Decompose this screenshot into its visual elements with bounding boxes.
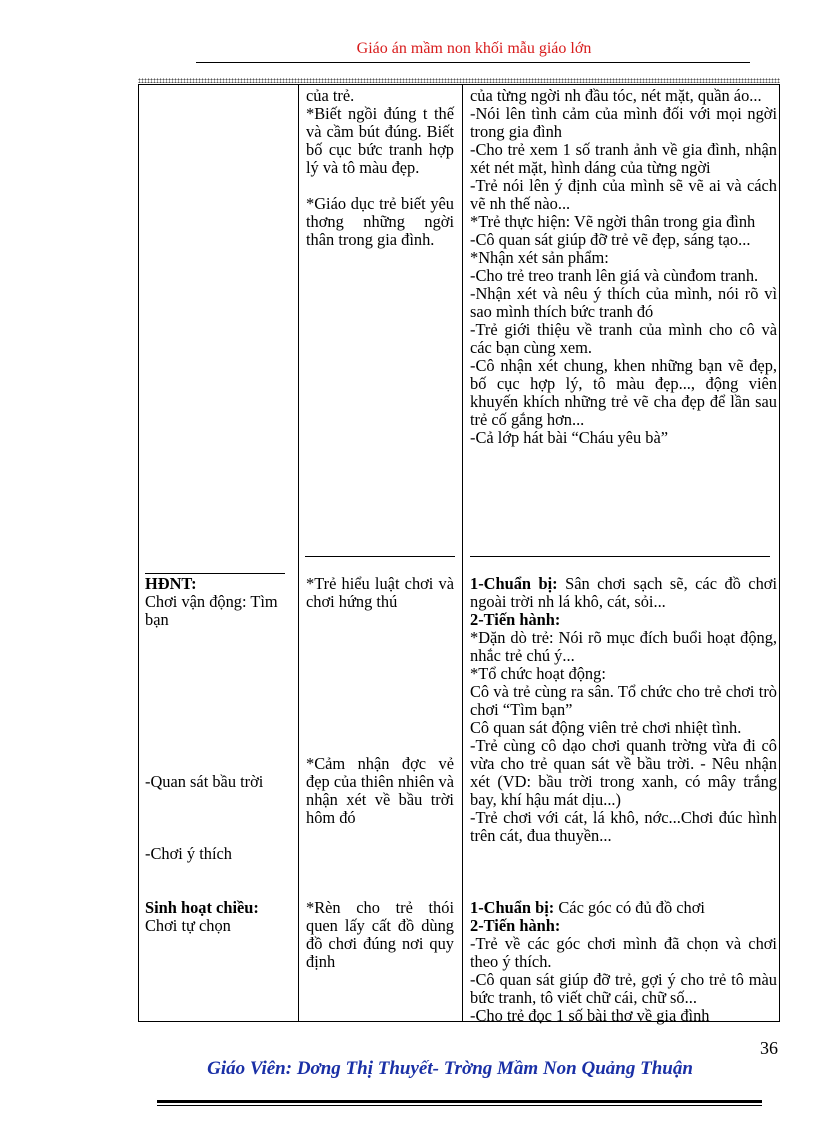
afternoon-activity: Chơi tự chọn <box>145 916 231 935</box>
heading-rule <box>145 573 285 574</box>
dotted-rule <box>138 78 780 83</box>
hdnt-step: *Dặn dò trẻ: Nói rõ mục đích buổi hoạt động, nhắc trẻ chú ý... <box>470 628 777 665</box>
cont-step: -Nhận xét và nêu ý thích của mình, nói rõ vì sao mình thích bức tranh đó <box>470 284 777 321</box>
hdnt-proc-label: 2-Tiến hành: <box>470 610 561 629</box>
lesson-table <box>138 84 780 1025</box>
afternoon-step: -Cô quan sát giúp đỡ trẻ, gợi ý cho trẻ tô màu bức tranh, tô viết chữ cái, chữ số... <box>470 970 777 1007</box>
afternoon-heading: Sinh hoạt chiều: <box>145 898 259 917</box>
hdnt-step: Cô quan sát động viên trẻ chơi nhiệt tình. <box>470 718 742 737</box>
hdnt-procedure-cell <box>470 575 777 845</box>
hdnt-activity-2: -Quan sát bầu trời <box>145 772 264 791</box>
cont-goal-line: của trẻ. <box>306 86 355 105</box>
hdnt-activity-cell <box>145 575 291 629</box>
afternoon-step: -Cho trẻ đọc 1 số bài thơ về gia đình <box>470 1006 710 1025</box>
hdnt-activity-3: -Chơi ý thích <box>145 844 232 863</box>
page-header-title: Giáo án mầm non khối mẫu giáo lớn <box>356 40 592 57</box>
cont-procedure-cell <box>470 87 777 447</box>
hdnt-prep-label: 1-Chuẩn bị: <box>470 574 558 593</box>
page-number: 36 <box>760 1038 778 1058</box>
cont-step: -Cả lớp hát bài “Cháu yêu bà” <box>470 428 669 447</box>
hdnt-activity-1: Chơi vận động: Tìm bạn <box>145 592 278 629</box>
footer-rule-thick <box>157 1100 762 1103</box>
header-rule <box>196 62 750 63</box>
hdnt-heading: HĐNT: <box>145 574 197 593</box>
afternoon-prep-text: Các góc có đủ đồ chơi <box>554 898 705 917</box>
cont-step: -Cô quan sát giúp đỡ trẻ vẽ đẹp, sáng tạo... <box>470 230 751 249</box>
cont-step: *Nhận xét sản phẩm: <box>470 248 609 267</box>
afternoon-step: -Trẻ về các góc chơi mình đã chọn và chơi theo ý thích. <box>470 934 777 971</box>
cont-step: -Nói lên tình cảm của mình đối với mọi ngời trong gia đình <box>470 104 777 141</box>
cell-separator <box>305 556 455 557</box>
hdnt-goal-1: *Trẻ hiểu luật chơi và chơi hứng thú <box>306 574 454 611</box>
hdnt-step: Cô và trẻ cùng ra sân. Tổ chức cho trẻ chơi trò chơi “Tìm bạn” <box>470 682 777 719</box>
cont-step: -Trẻ giới thiệu về tranh của mình cho cô và các bạn cùng xem. <box>470 320 777 357</box>
hdnt-prep-text: Sân chơi sạch sẽ, các đồ chơi ngoài trời nh lá khô, cát, sỏi... <box>470 574 777 611</box>
cont-step: của từng ngời nh đầu tóc, nét mặt, quần áo... <box>470 86 762 105</box>
column-divider <box>298 85 299 1021</box>
footer-teacher-school: Giáo Viên: Dơng Thị Thuyết- Trờng Mầm Non Quảng Thuận <box>207 1058 693 1079</box>
afternoon-activity-cell <box>145 899 291 935</box>
afternoon-proc-label: 2-Tiến hành: <box>470 916 561 935</box>
cont-step: -Cho trẻ xem 1 số tranh ảnh về gia đình, nhận xét nét mặt, hình dáng của từng ngời <box>470 140 777 177</box>
afternoon-procedure-cell <box>470 899 777 1025</box>
cont-step: *Trẻ thực hiện: Vẽ ngời thân trong gia đình <box>470 212 756 231</box>
column-divider <box>462 85 463 1021</box>
hdnt-step: -Trẻ cùng cô dạo chơi quanh trờng vừa đi cô vừa cho trẻ quan sát về bầu trời. - Nêu nhận xét (VD: bầu trời trong xanh, có mây trắng bay, khí hậu mát dịu...) <box>470 736 777 809</box>
hdnt-goal-2: *Cảm nhận đợc vẻ đẹp của thiên nhiên và nhận xét về bầu trời hôm đó <box>306 754 454 827</box>
afternoon-prep-label: 1-Chuẩn bị: <box>470 898 555 917</box>
cont-step: -Cô nhận xét chung, khen những bạn vẽ đẹp, bố cục hợp lý, tô màu đẹp..., động viên khuyến khích những trẻ vẽ cha đẹp để lần sau trẻ cố gắng hơn... <box>470 356 777 429</box>
cont-goal-line: *Giáo dục trẻ biết yêu thơng những ngời thân trong gia đình. <box>306 194 454 249</box>
hdnt-step: *Tổ chức hoạt động: <box>470 664 606 683</box>
cell-separator <box>470 556 770 557</box>
cont-goal-line: *Biết ngồi đúng t thế và cầm bút đúng. Biết bố cục bức tranh hợp lý và tô màu đẹp. <box>306 104 454 177</box>
cont-goals-cell <box>306 87 454 249</box>
afternoon-goal: *Rèn cho trẻ thói quen lấy cất đồ dùng đồ chơi đúng nơi quy định <box>306 898 454 971</box>
cont-step: -Cho trẻ treo tranh lên giá và cùnđom tranh. <box>470 266 759 285</box>
footer-rule-thin <box>157 1105 762 1106</box>
cont-step: -Trẻ nói lên ý định của mình sẽ vẽ ai và cách vẽ nh thế nào... <box>470 176 777 213</box>
hdnt-step: -Trẻ chơi với cát, lá khô, nớc...Chơi đúc hình trên cát, đua thuyền... <box>470 808 777 845</box>
